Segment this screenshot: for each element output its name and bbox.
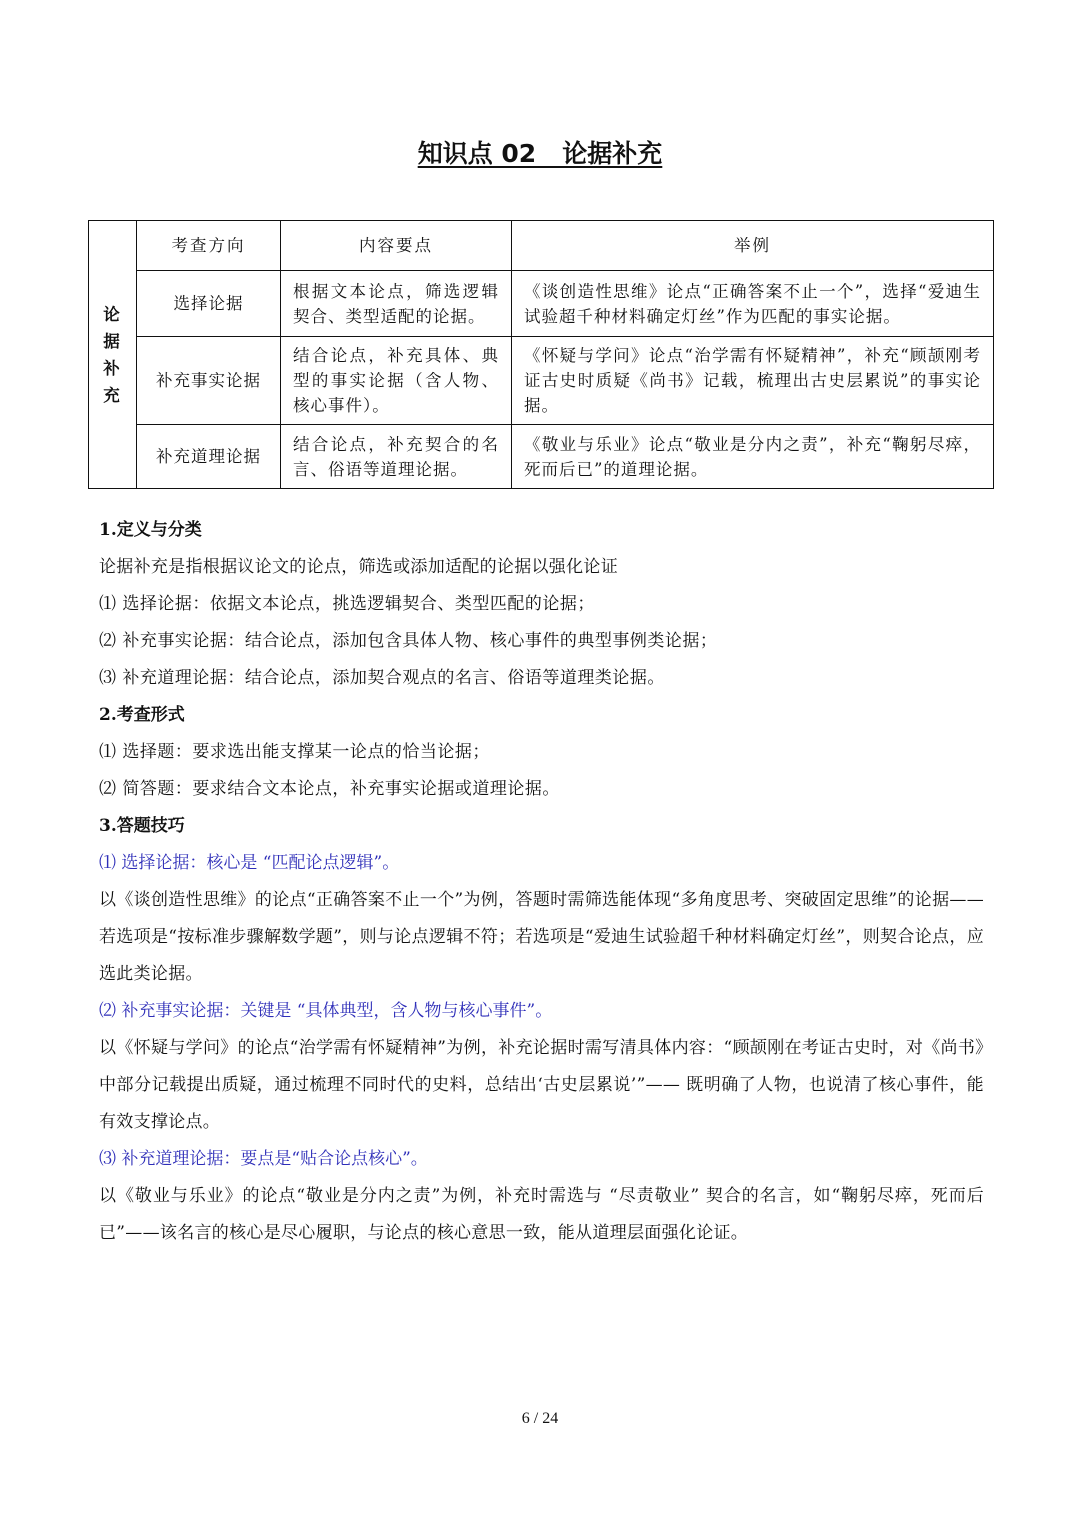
cell-direction: 补充道理论据	[137, 425, 281, 489]
tip-label: ⑴ 选择论据：核心是 “匹配论点逻辑”。	[99, 853, 400, 873]
side-char: 论	[103, 304, 122, 324]
tip-text: 以《敬业与乐业》的论点“敬业是分内之责”为例，补充时需选与 “尽责敬业” 契合的名言，如“鞠躬尽瘁，死而后已”——该名言的核心是尽心履职，与论点的核心意思一致，能从道理层面强化论证。	[99, 1186, 984, 1243]
section-heading: 3.答题技巧	[99, 816, 185, 836]
page-number: 6 / 24	[521, 1410, 559, 1427]
table-side-label	[89, 221, 137, 489]
header-content: 内容要点	[281, 221, 512, 271]
cell-content: 根据文本论点，筛选逻辑契合、类型适配的论据。	[281, 271, 512, 337]
section-heading: 1.定义与分类	[99, 520, 202, 540]
side-char: 补	[103, 358, 122, 378]
page-title	[0, 136, 1080, 172]
cell-direction: 补充事实论据	[137, 337, 281, 425]
cell-example: 《怀疑与学问》论点“治学需有怀疑精神”，补充“顾颉刚考证古史时质疑《尚书》记载，梳理出古史层累说”的事实论据。	[512, 337, 994, 425]
knowledge-table	[88, 220, 994, 489]
cell-direction: 选择论据	[137, 271, 281, 337]
tip-text: 以《怀疑与学问》的论点“治学需有怀疑精神”为例，补充论据时需写清具体内容：“顾颉刚在考证古史时，对《尚书》中部分记载提出质疑，通过梳理不同时代的史料，总结出‘古史层累说’”—— 既明确了人物，也说清了核心事件，能有效支撑论点。	[99, 1038, 984, 1132]
page-title-text: 知识点 02 论据补充	[417, 139, 663, 168]
list-item: ⑴ 选择论据：依据文本论点，挑选逻辑契合、类型匹配的论据；	[99, 594, 595, 614]
list-item: ⑵ 补充事实论据：结合论点，添加包含具体人物、核心事件的典型事例类论据；	[99, 631, 718, 651]
cell-example: 《谈创造性思维》论点“正确答案不止一个”，选择“爱迪生试验超千种材料确定灯丝”作为匹配的事实论据。	[512, 271, 994, 337]
table-row	[89, 425, 994, 489]
section-heading: 2.考查形式	[99, 705, 185, 725]
side-char: 据	[103, 331, 122, 351]
cell-content: 结合论点，补充具体、典型的事实论据（含人物、核心事件）。	[281, 337, 512, 425]
table-row	[89, 337, 994, 425]
definition-text: 论据补充是指根据议论文的论点，筛选或添加适配的论据以强化论证	[99, 557, 618, 577]
list-item: ⑴ 选择题：要求选出能支撑某一论点的恰当论据；	[99, 742, 490, 762]
tip-label: ⑵ 补充事实论据：关键是 “具体典型，含人物与核心事件”。	[99, 1001, 553, 1021]
table-row	[89, 271, 994, 337]
list-item: ⑵ 简答题：要求结合文本论点，补充事实论据或道理论据。	[99, 779, 560, 799]
cell-example: 《敬业与乐业》论点“敬业是分内之责”，补充“鞠躬尽瘁，死而后已”的道理论据。	[512, 425, 994, 489]
main-content	[99, 512, 984, 1252]
cell-content: 结合论点，补充契合的名言、俗语等道理论据。	[281, 425, 512, 489]
list-item: ⑶ 补充道理论据：结合论点，添加契合观点的名言、俗语等道理类论据。	[99, 668, 665, 688]
tip-text: 以《谈创造性思维》的论点“正确答案不止一个”为例，答题时需筛选能体现“多角度思考、突破固定思维”的论据——若选项是“按标准步骤解数学题”，则与论点逻辑不符；若选项是“爱迪生试验超千种材料确定灯丝”，则契合论点，应选此类论据。	[99, 890, 984, 984]
header-direction: 考查方向	[137, 221, 281, 271]
table-header-row	[89, 221, 994, 271]
tip-label: ⑶ 补充道理论据：要点是“贴合论点核心”。	[99, 1149, 428, 1169]
side-char: 充	[103, 385, 122, 405]
header-example: 举例	[512, 221, 994, 271]
